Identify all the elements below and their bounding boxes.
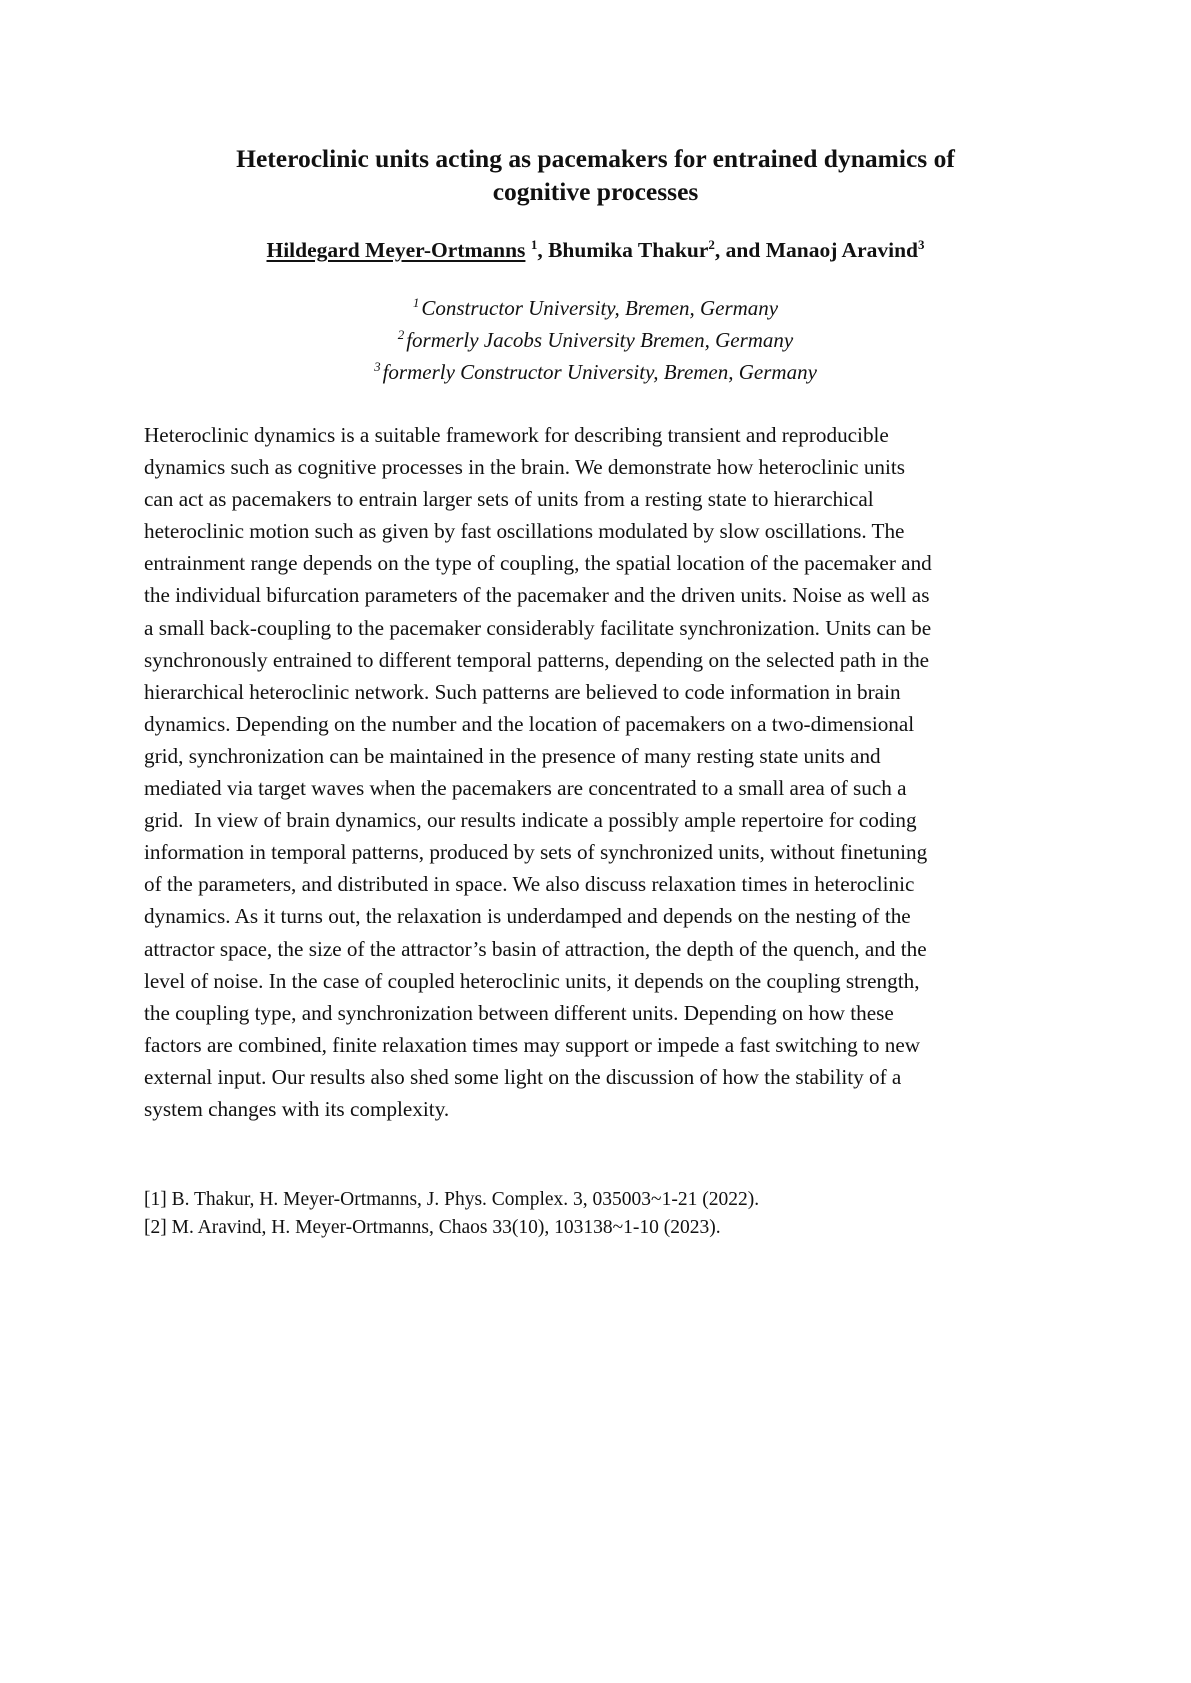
author-separator: ,: [537, 238, 549, 262]
affiliation-item: [150, 324, 1041, 356]
affiliation-mark: 2: [397, 327, 405, 342]
paper-title: [150, 142, 1041, 208]
affiliation-text: Constructor University, Bremen, Germany: [421, 296, 779, 320]
abstract-line: the coupling type, and synchronization between different units. Depending on how these: [144, 1000, 894, 1025]
affiliation-mark: 1: [412, 295, 420, 310]
author-separator: , and: [714, 238, 766, 262]
abstract-line: factors are combined, finite relaxation times may support or impede a fast switching to new: [144, 1032, 921, 1057]
reference-list: [144, 1186, 1055, 1242]
abstract-line: hierarchical heteroclinic network. Such patterns are believed to code information in brain: [144, 679, 901, 704]
abstract-line: dynamics. As it turns out, the relaxation is underdamped and depends on the nesting of the: [144, 904, 911, 929]
affiliation-text: formerly Constructor University, Bremen, Germany: [382, 360, 817, 384]
abstract-line: mediated via target waves when the pacemakers are concentrated to a small area of such a: [144, 776, 907, 801]
affiliation-text: formerly Jacobs University Bremen, Germany: [406, 328, 794, 352]
author-name: Bhumika Thakur: [548, 238, 709, 262]
affiliation-item: [150, 292, 1041, 324]
reference-item: [1] B. Thakur, H. Meyer-Ortmanns, J. Phys. Complex. 3, 035003~1-21 (2022).: [144, 1189, 760, 1210]
author-name: Manaoj Aravind: [765, 238, 919, 262]
abstract-line: can act as pacemakers to entrain larger sets of units from a resting state to hierarchical: [144, 487, 874, 512]
paper-title-line-1: Heteroclinic units acting as pacemakers for entrained dynamics of: [236, 144, 955, 173]
abstract-line: Heteroclinic dynamics is a suitable framework for describing transient and reproducible: [144, 423, 889, 447]
abstract-line: grid. In view of brain dynamics, our results indicate a possibly ample repertoire for coding: [144, 808, 917, 833]
author-affiliation-mark: 3: [918, 237, 925, 252]
abstract-line: the individual bifurcation parameters of the pacemaker and the driven units. Noise as well as: [144, 583, 930, 608]
abstract-line: a small back-coupling to the pacemaker considerably facilitate synchronization. Units can be: [144, 615, 932, 640]
abstract-body: [144, 419, 1055, 1125]
author-affiliation-mark: 1: [530, 237, 538, 252]
abstract-line: dynamics such as cognitive processes in the brain. We demonstrate how heteroclinic units: [144, 455, 906, 480]
abstract-line: attractor space, the size of the attractor’s basin of attraction, the depth of the quench, and the: [144, 936, 927, 961]
author-name-presenter: Hildegard Meyer-Ortmanns: [266, 238, 526, 262]
author-affiliation-mark: 2: [708, 237, 715, 252]
abstract-line: dynamics. Depending on the number and the location of pacemakers on a two-dimensional: [144, 711, 915, 736]
abstract-line: synchronously entrained to different temporal patterns, depending on the selected path in the: [144, 647, 930, 672]
abstract-line: of the parameters, and distributed in space. We also discuss relaxation times in heteroclinic: [144, 872, 915, 897]
abstract-line: level of noise. In the case of coupled heteroclinic units, it depends on the coupling strength,: [144, 968, 920, 993]
abstract-line: external input. Our results also shed some light on the discussion of how the stability of a: [144, 1064, 902, 1089]
paper-title-line-2: cognitive processes: [492, 177, 699, 206]
abstract-line: heteroclinic motion such as given by fast oscillations modulated by slow oscillations. The: [144, 519, 905, 544]
abstract-line: grid, synchronization can be maintained in the presence of many resting state units and: [144, 743, 881, 768]
abstract-line: information in temporal patterns, produced by sets of synchronized units, without finetuning: [144, 840, 928, 865]
affiliation-list: [150, 292, 1041, 388]
reference-item: [2] M. Aravind, H. Meyer-Ortmanns, Chaos 33(10), 103138~1-10 (2023).: [144, 1217, 721, 1238]
abstract-line: entrainment range depends on the type of coupling, the spatial location of the pacemaker and: [144, 551, 932, 576]
abstract-line: system changes with its complexity.: [144, 1096, 450, 1121]
affiliation-item: [150, 356, 1041, 388]
author-list: [150, 236, 1041, 264]
affiliation-mark: 3: [374, 359, 381, 374]
